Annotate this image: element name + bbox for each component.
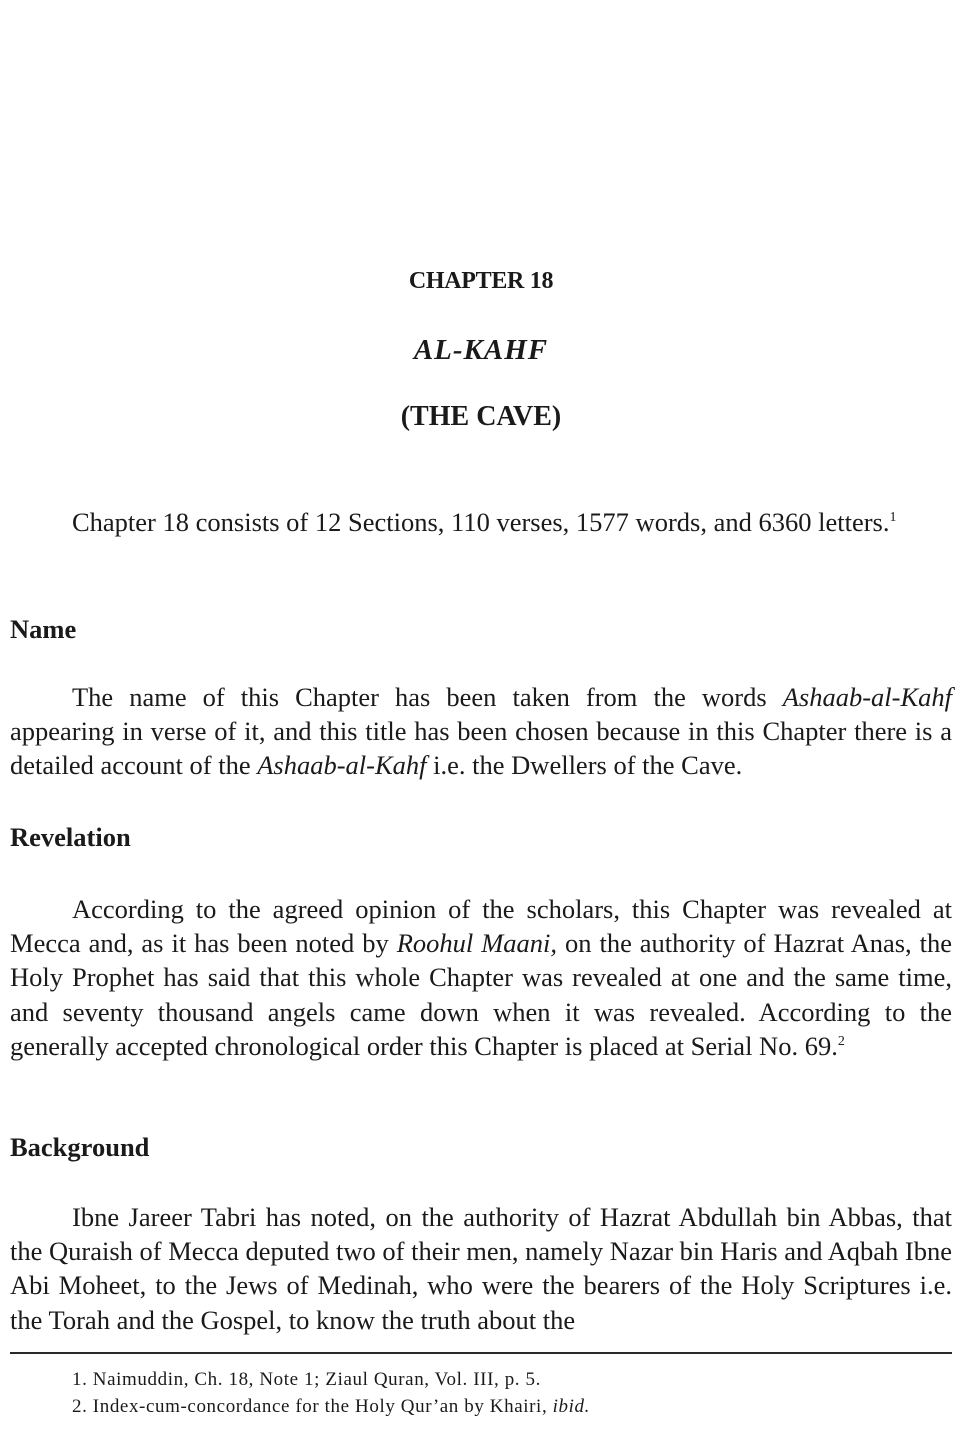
footnote-2-text: 2. Index-cum-concordance for the Holy Qur’an by Khairi, bbox=[72, 1396, 553, 1417]
background-paragraph bbox=[10, 1200, 952, 1337]
chapter-title: AL-KAHF bbox=[413, 334, 549, 366]
footnotes bbox=[72, 1366, 932, 1420]
revelation-text-2: on the authority of Hazrat Anas, the Holy Prophet has said that this whole Chapter was revealed at one and the same time, and seventy thousand angels came down when it was revealed. According to the generally accepted chronological order this Chapter is placed at Serial No. 69. bbox=[10, 928, 952, 1061]
name-heading: Name bbox=[10, 614, 77, 644]
revelation-heading: Revelation bbox=[10, 822, 131, 852]
revelation-paragraph bbox=[10, 892, 952, 1063]
footnote-2-italic: ibid. bbox=[552, 1396, 590, 1417]
name-italic-2: Ashaab-al-Kahf bbox=[257, 750, 427, 781]
background-heading: Background bbox=[10, 1132, 150, 1162]
footnote-ref-2: 2 bbox=[837, 1033, 845, 1049]
name-text-2: appearing in verse of it, and this title has been chosen because in this Chapter there is a detailed account of the bbox=[10, 716, 952, 781]
name-text-1: The name of this Chapter has been taken from the words bbox=[72, 682, 783, 712]
name-text-3: i.e. the Dwellers of the Cave. bbox=[426, 750, 743, 781]
revelation-text-1: According to the agreed opinion of the scholars, this Chapter was revealed at Mecca and, as it has been noted by bbox=[10, 894, 952, 959]
footnote-2 bbox=[72, 1393, 932, 1420]
intro-text: Chapter 18 consists of 12 Sections, 110 verses, 1577 words, and 6360 letters. bbox=[72, 507, 890, 537]
footnote-divider bbox=[10, 1352, 952, 1354]
chapter-subtitle: (THE CAVE) bbox=[400, 401, 562, 432]
intro-paragraph bbox=[10, 505, 952, 539]
revelation-italic: Roohul Maani, bbox=[396, 928, 558, 959]
name-paragraph bbox=[10, 680, 952, 783]
footnote-ref-1: 1 bbox=[889, 510, 897, 526]
footnote-1: 1. Naimuddin, Ch. 18, Note 1; Ziaul Quran, Vol. III, p. 5. bbox=[72, 1369, 541, 1390]
background-text: Ibne Jareer Tabri has noted, on the authority of Hazrat Abdullah bin Abbas, that the Quraish of Mecca deputed two of their men, namely Nazar bin Haris and Aqbah Ibne Abi Moheet, to the Jews of Medinah, who were the bearers of the Holy Scriptures i.e. the Torah and the Gospel, to know the truth about the bbox=[10, 1202, 952, 1335]
chapter-number: CHAPTER 18 bbox=[408, 268, 554, 294]
name-italic-1: Ashaab-al-Kahf bbox=[782, 682, 952, 712]
book-page bbox=[10, 0, 952, 1430]
